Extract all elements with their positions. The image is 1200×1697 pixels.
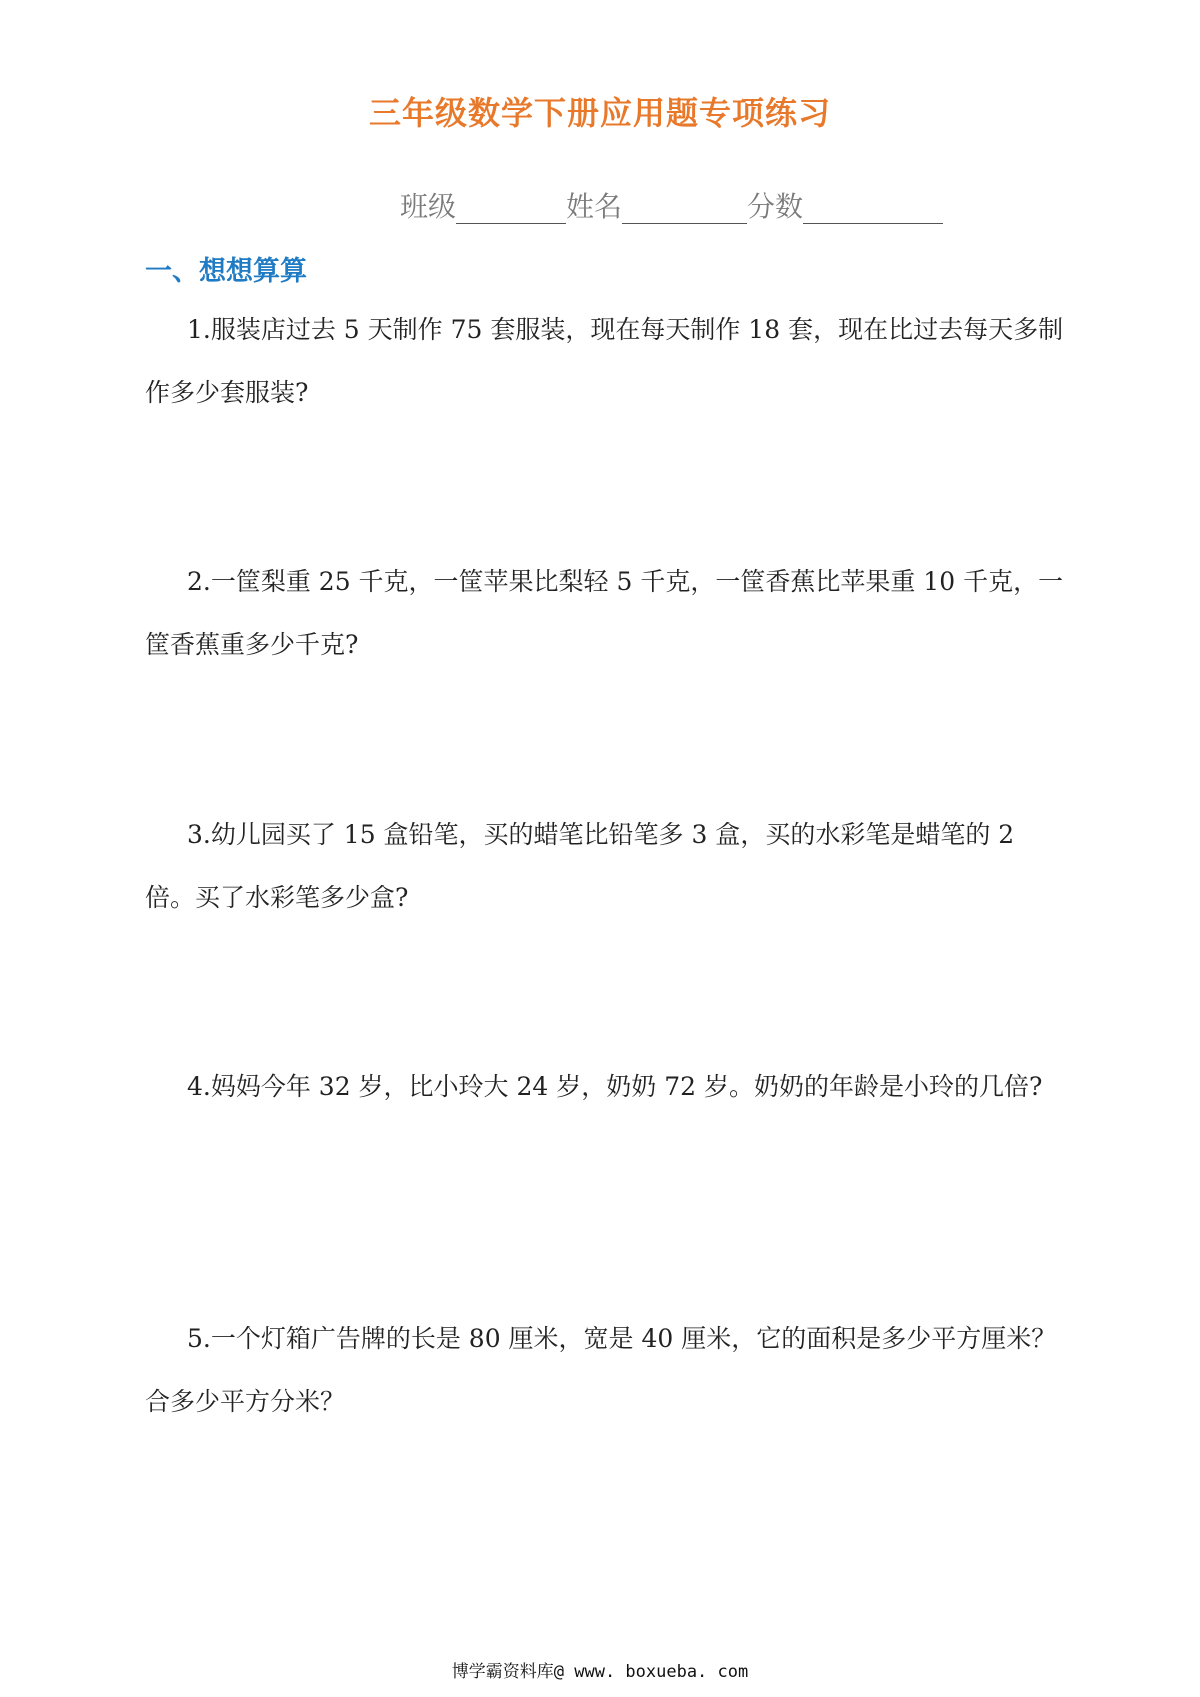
question-4: 4.妈妈今年 32 岁，比小玲大 24 岁，奶奶 72 岁。奶奶的年龄是小玲的几倍?: [187, 1072, 1043, 1101]
section-heading: 一、想想算算: [145, 256, 307, 287]
question-3: 3.幼儿园买了 15 盒铅笔，买的蜡笔比铅笔多 3 盒，买的水彩笔是蜡笔的 2 倍。买了水彩笔多少盒?: [145, 820, 1015, 912]
score-label: 分数: [747, 190, 804, 223]
question-5: 5.一个灯箱广告牌的长是 80 厘米，宽是 40 厘米，它的面积是多少平方厘米？合多少平方分米？: [145, 1324, 1057, 1416]
class-blank: [456, 189, 566, 224]
score-blank: [803, 189, 943, 224]
page-title: 三年级数学下册应用题专项练习: [368, 94, 831, 132]
student-info-row: [400, 180, 943, 224]
class-label: 班级: [400, 190, 457, 223]
name-label: 姓名: [566, 190, 623, 223]
question-1: 1.服装店过去 5 天制作 75 套服装，现在每天制作 18 套，现在比过去每天多制作多少套服装?: [145, 315, 1064, 407]
footer-watermark: 博学霸资料库@ www. boxueba. com: [451, 1662, 749, 1682]
name-blank: [622, 189, 747, 224]
question-2: 2.一筐梨重 25 千克，一筐苹果比梨轻 5 千克，一筐香蕉比苹果重 10 千克，一筐香蕉重多少千克?: [145, 567, 1064, 659]
